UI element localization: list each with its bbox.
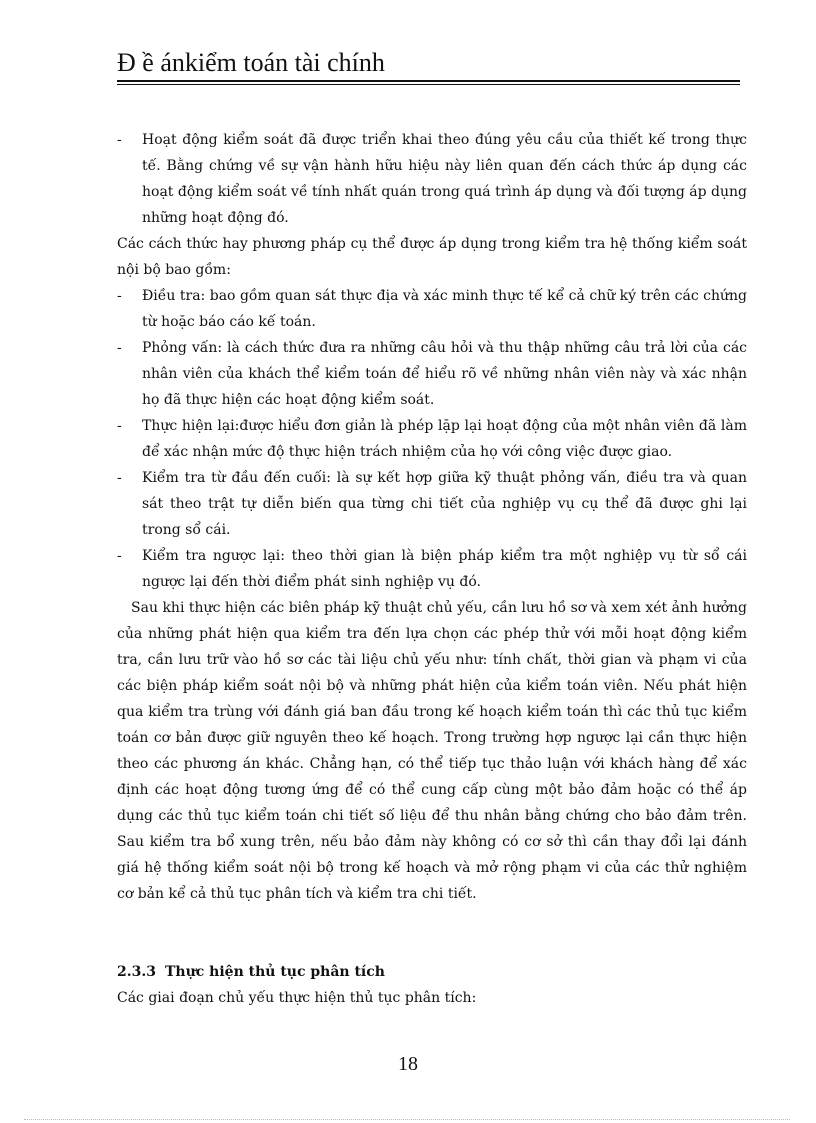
list-item xyxy=(117,283,747,335)
list-item-text: Phỏng vấn: là cách thức đưa ra những câu hỏi và thu thập những câu trả lời của các nhân viên của khách thể kiểm toán để hiểu rõ về những nhân viên này và xác nhận họ đã thực hiện các hoạt động kiểm soát. xyxy=(142,340,747,408)
section-heading xyxy=(117,959,747,985)
bullet-dash: - xyxy=(117,418,122,434)
header-rule xyxy=(117,84,740,85)
body-text xyxy=(117,127,747,907)
list-item-text: Kiểm tra ngược lại: theo thời gian là biện pháp kiểm tra một nghiệp vụ từ sổ cái ngược lại đến thời điểm phát sinh nghiệp vụ đó. xyxy=(142,548,747,590)
list-item xyxy=(117,543,747,595)
section-intro: Các giai đoạn chủ yếu thực hiện thủ tục phân tích: xyxy=(117,990,477,1006)
list-item xyxy=(117,465,747,543)
section-number: 2.3.3 xyxy=(117,964,156,980)
bullet-dash: - xyxy=(117,288,122,304)
list-item-text: Hoạt động kiểm soát đã được triển khai theo đúng yêu cầu của thiết kế trong thực tế. Bằng chứng về sự vận hành hữu hiệu này liên quan đến cách thức áp dụng các hoạt động kiểm soát về tính nhất quán trong quá trình áp dụng và đối tượng áp dụng những hoạt động đó. xyxy=(142,132,747,226)
paragraph-after: Sau khi thực hiện các biên pháp kỹ thuật chủ yếu, cần lưu hồ sơ và xem xét ảnh hưởng của những phát hiện qua kiểm tra đến lựa chọn các phép thử với mỗi hoạt động kiểm tra, cần lưu trữ vào hồ sơ các tài liệu chủ yếu như: tính chất, thời gian và phạm vi của các biện pháp kiểm soát nội bộ và những phát hiện của kiểm toán viên. Nếu phát hiện qua kiểm tra trùng với đánh giá ban đầu trong kế hoạch kiểm toán thì các thủ tục kiểm toán cơ bản được giữ nguyên theo kế hoạch. Trong trường hợp ngược lại cần thực hiện theo các phương án khác. Chẳng hạn, có thể tiếp tục thảo luận với khách hàng để xác định các hoạt động tương ứng để có thể cung cấp cùng một bảo đảm hoặc có thể áp dụng các thủ tục kiểm toán chi tiết số liệu để thu nhân bằng chứng cho bảo đảm trên. Sau kiểm tra bổ xung trên, nếu bảo đảm này không có cơ sở thì cần thay đổi lại đánh giá hệ thống kiểm soát nội bộ trong kế hoạch và mở rộng phạm vi của các thử nghiệm cơ bản kể cả thủ tục phân tích và kiểm tra chi tiết. xyxy=(117,600,747,902)
bullet-dash: - xyxy=(117,470,122,486)
section-2-3-3 xyxy=(117,959,747,1011)
bullet-dash: - xyxy=(117,548,122,564)
page-edge-divider xyxy=(24,1119,790,1120)
list-item-text: Kiểm tra từ đầu đến cuối: là sự kết hợp giữa kỹ thuật phỏng vấn, điều tra và quan sát theo trật tự diễn biến qua từng chi tiết của nghiệp vụ cụ thể đã được ghi lại trong sổ cái. xyxy=(142,470,747,538)
list-item-text: Thực hiện lại:được hiểu đơn giản là phép lặp lại hoạt động của một nhân viên đã làm để xác nhận mức độ thực hiện trách nhiệm của họ với công việc được giao. xyxy=(142,418,747,460)
document-title: Đ ề ánkiểm toán tài chính xyxy=(117,48,385,77)
page-header xyxy=(117,48,740,82)
paragraph-methods: Các cách thức hay phương pháp cụ thể được áp dụng trong kiểm tra hệ thống kiểm soát nội bộ bao gồm: xyxy=(117,236,747,278)
bullet-dash: - xyxy=(117,340,122,356)
bullet-dash: - xyxy=(117,132,122,148)
list-item xyxy=(117,127,747,231)
section-title: Thực hiện thủ tục phân tích xyxy=(165,964,385,980)
page-number: 18 xyxy=(398,1053,418,1075)
list-item xyxy=(117,413,747,465)
list-item-text: Điều tra: bao gồm quan sát thực địa và xác minh thực tế kể cả chữ ký trên các chứng từ hoặc báo cáo kế toán. xyxy=(142,288,747,330)
list-item xyxy=(117,335,747,413)
